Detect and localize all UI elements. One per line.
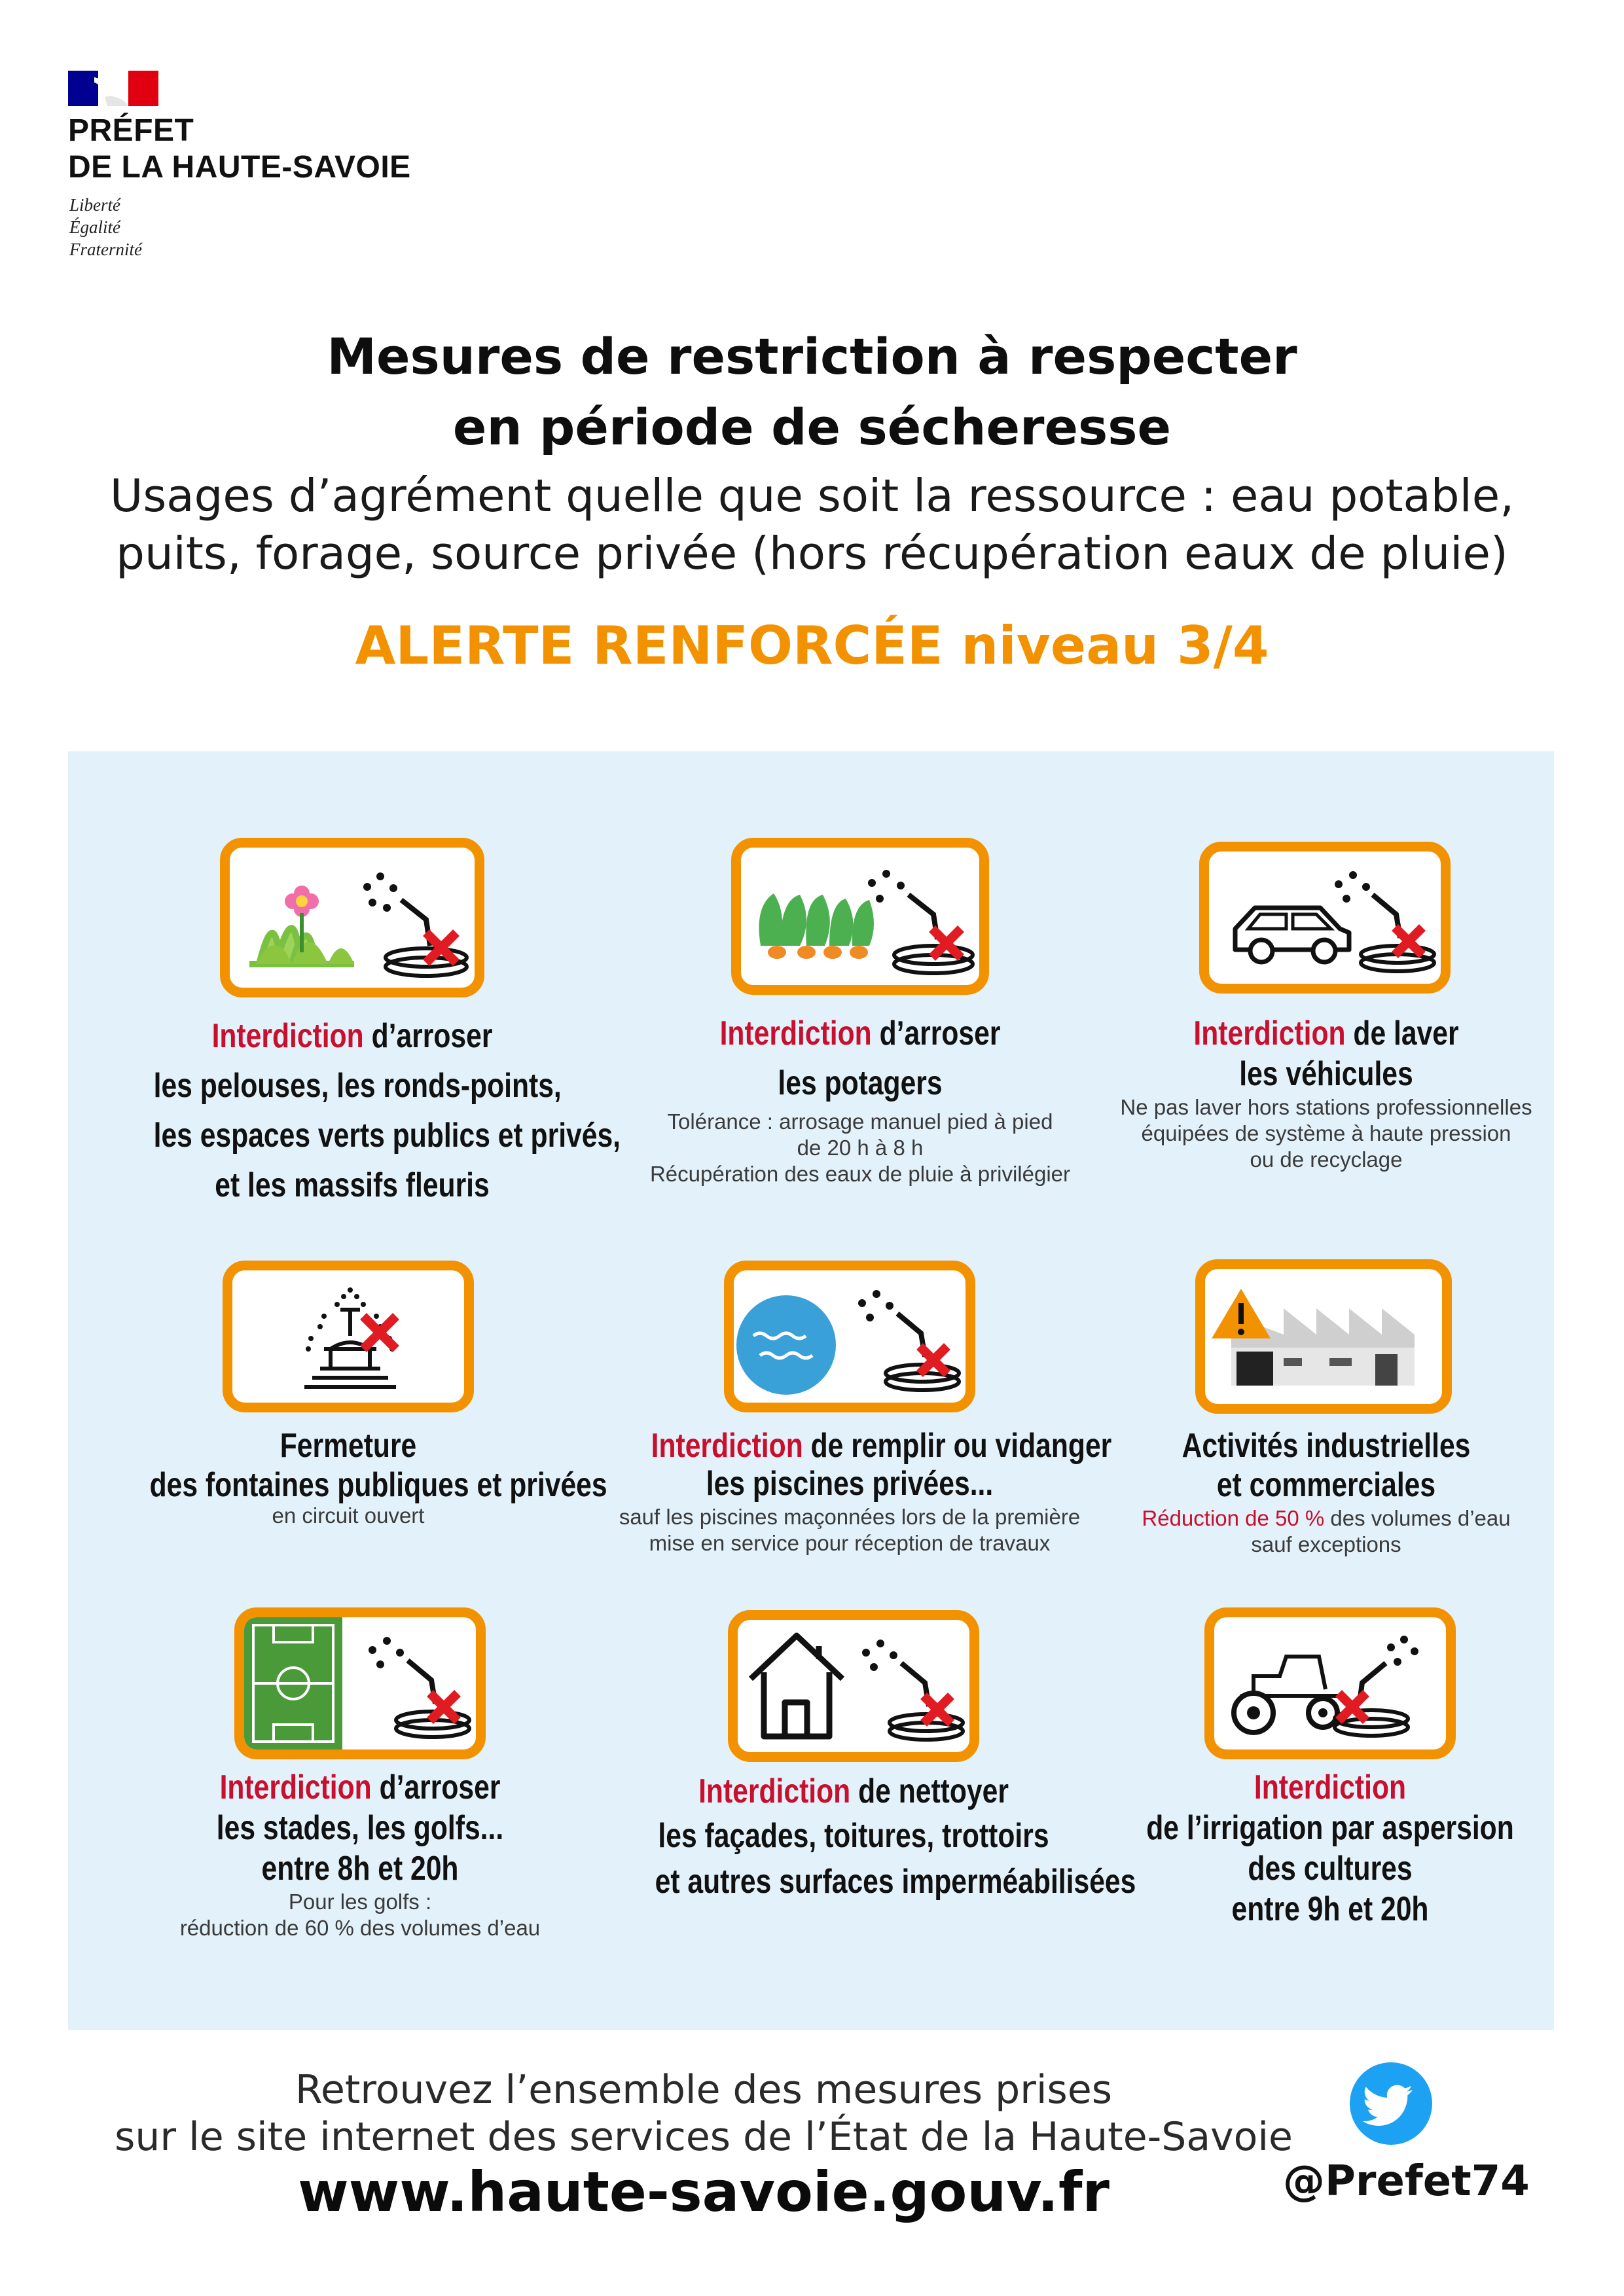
page-title-line-1: Mesures de restriction à respecter <box>327 327 1297 386</box>
irrigation-line-1: de l’irrigation par aspersion <box>1146 1809 1514 1847</box>
motto-liberte: Liberté <box>69 195 120 215</box>
fountains-line-1: Fermeture <box>280 1427 417 1465</box>
footer-line-2: sur le site internet des services de l’État de la Haute-Savoie <box>115 2114 1293 2160</box>
twitter-handle[interactable]: @Prefet74 <box>1283 2157 1530 2206</box>
subtitle-line-2: puits, forage, source privée (hors récupération eaux de pluie) <box>116 528 1508 580</box>
vehicles-ban-word: Interdiction <box>1193 1014 1346 1052</box>
irrigation-restriction <box>1088 1767 1572 1929</box>
lawns-line-2: les espaces verts publics et privés, <box>153 1117 621 1155</box>
pools-restriction <box>607 1426 1112 1556</box>
motto-egalite: Égalité <box>69 217 120 237</box>
twitter-bird-icon[interactable] <box>1350 2062 1432 2145</box>
republic-motto <box>69 194 142 260</box>
website-link[interactable]: www.haute-savoie.gouv.fr <box>298 2160 1110 2224</box>
lawns-action: d’arroser <box>363 1017 493 1055</box>
pools-headline <box>651 1426 1112 1466</box>
footer-line-1: Retrouvez l’ensemble des mesures prises <box>295 2067 1112 2113</box>
pools-ban-word: Interdiction <box>651 1427 803 1465</box>
car-wash-ban-icon <box>1199 842 1451 994</box>
facades-line-1: les façades, toitures, trottoirs <box>658 1817 1049 1855</box>
vehicles-note-1: Ne pas laver hors stations professionnelles <box>1120 1095 1532 1119</box>
stadiums-note-2: réduction de 60 % des volumes d’eau <box>179 1916 541 1940</box>
vehicles-action: de laver <box>1345 1014 1459 1052</box>
vegetable-garden-watering-ban-icon <box>731 838 989 995</box>
motto-fraternite: Fraternité <box>69 240 142 259</box>
vehicles-restriction <box>1084 1013 1568 1173</box>
facades-restriction <box>611 1771 1136 1902</box>
lawns-ban-word: Interdiction <box>211 1017 364 1055</box>
gardens-note-1: Tolérance : arrosage manuel pied à pied <box>667 1109 1053 1134</box>
facades-line-2: et autres surfaces imperméabilisées <box>655 1863 1136 1901</box>
industry-line-1: Activités industrielles <box>1182 1427 1471 1465</box>
prefecture-line-1: PRÉFET <box>68 113 194 148</box>
marianne-flag-logo <box>68 71 158 106</box>
pools-action: de remplir ou vidanger <box>803 1427 1112 1465</box>
gardens-note-3: Récupération des eaux de pluie à privilégier <box>649 1162 1071 1186</box>
fountains-note-1: en circuit ouvert <box>272 1503 425 1528</box>
stadiums-note-1: Pour les golfs : <box>288 1890 432 1914</box>
pools-line-1: les piscines privées... <box>706 1465 994 1503</box>
fountains-restriction <box>106 1426 607 1529</box>
gardens-note-2: de 20 h à 8 h <box>797 1136 924 1160</box>
irrigation-line-2: des cultures <box>1248 1850 1413 1888</box>
industry-restriction <box>1084 1426 1568 1558</box>
lawns-line-1: les pelouses, les ronds-points, <box>153 1067 562 1105</box>
stadiums-ban-word: Interdiction <box>219 1768 372 1806</box>
lawns-headline <box>154 1016 551 1056</box>
lawns-line-3: et les massifs fleuris <box>215 1166 490 1204</box>
fountain-ban-icon <box>223 1261 474 1412</box>
vehicles-note-3: ou de recyclage <box>1250 1147 1403 1172</box>
alert-level-banner: ALERTE RENFORCÉE niveau 3/4 <box>355 615 1269 676</box>
stadiums-line-2: entre 8h et 20h <box>261 1850 459 1888</box>
stadium-watering-ban-icon <box>234 1607 486 1759</box>
vehicles-headline <box>1128 1013 1525 1054</box>
industry-reduction: Réduction de 50 % <box>1142 1506 1325 1530</box>
gardens-ban-word: Interdiction <box>719 1014 872 1052</box>
gardens-action: d’arroser <box>871 1014 1001 1052</box>
gardens-line-1: les potagers <box>778 1064 943 1102</box>
gardens-restriction <box>618 1013 1102 1187</box>
stadiums-headline <box>162 1767 559 1808</box>
industry-note-1 <box>1084 1505 1568 1532</box>
subtitle-line-1: Usages d’agrément quelle que soit la ressource : eau potable, <box>109 470 1515 522</box>
facades-ban-word: Interdiction <box>698 1772 851 1810</box>
stadiums-line-1: les stades, les golfs... <box>216 1809 504 1847</box>
vehicles-note-2: équipées de système à haute pression <box>1141 1121 1511 1145</box>
prefecture-name <box>68 113 411 186</box>
industry-note-2: sauf exceptions <box>1251 1532 1401 1556</box>
tractor-irrigation-ban-icon <box>1204 1607 1456 1759</box>
vehicles-line-1: les véhicules <box>1239 1055 1413 1093</box>
industry-line-2: et commerciales <box>1216 1466 1436 1504</box>
house-cleaning-ban-icon <box>728 1610 979 1762</box>
industry-volumes: des volumes d’eau <box>1324 1506 1511 1530</box>
factory-warning-icon <box>1195 1259 1452 1414</box>
facades-headline <box>655 1771 1053 1812</box>
irrigation-ban-word: Interdiction <box>1254 1768 1407 1806</box>
lawn-watering-ban-icon <box>220 838 484 997</box>
stadiums-restriction <box>118 1767 602 1941</box>
restrictions-panel <box>68 751 1554 2030</box>
gardens-headline <box>662 1013 1059 1054</box>
pool-filling-ban-icon <box>724 1261 975 1412</box>
fountains-line-2: des fontaines publiques et privées <box>149 1466 607 1504</box>
pools-note-2: mise en service pour réception de travaux <box>649 1531 1051 1555</box>
facades-action: de nettoyer <box>850 1772 1009 1810</box>
lawns-restriction <box>110 1016 621 1206</box>
prefecture-line-2: DE LA HAUTE-SAVOIE <box>68 150 411 185</box>
irrigation-line-3: entre 9h et 20h <box>1231 1890 1429 1928</box>
pools-note-1: sauf les piscines maçonnées lors de la première <box>619 1505 1081 1529</box>
page-title-line-2: en période de sécheresse <box>452 398 1172 456</box>
stadiums-action: d’arroser <box>371 1768 501 1806</box>
